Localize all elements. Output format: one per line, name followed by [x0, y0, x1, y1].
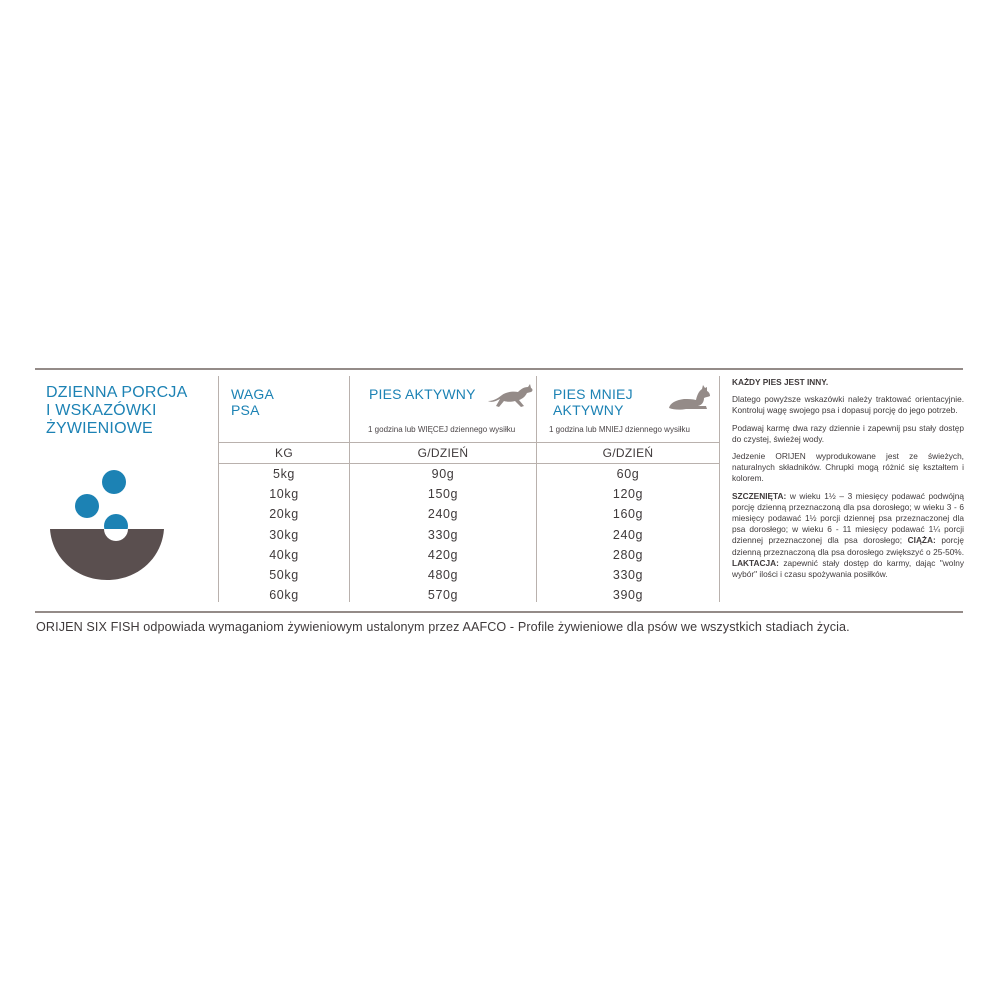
- table-cell: 240g: [427, 507, 459, 522]
- table-cell: 30kg: [269, 527, 299, 542]
- table-cell: 120g: [612, 487, 644, 502]
- food-bowl-icon: [46, 466, 168, 584]
- unit-active: G/DZIEŃ: [417, 446, 469, 460]
- pregnancy-label: CIĄŻA:: [907, 535, 936, 546]
- table-cell: 10kg: [269, 487, 299, 502]
- top-rule: [35, 368, 963, 370]
- table-cell: 280g: [612, 547, 644, 562]
- table-cell: 330g: [427, 527, 459, 542]
- table-cell: 160g: [612, 507, 644, 522]
- lying-dog-icon: [666, 384, 714, 412]
- running-dog-icon: [486, 381, 534, 413]
- unit-less-active: G/DZIEŃ: [602, 446, 654, 460]
- table-cell: 20kg: [269, 507, 299, 522]
- less-active-subtitle: 1 godzina lub MNIEJ dziennego wysiłku: [549, 425, 690, 434]
- notes-paragraph: Dlatego powyższe wskazówki należy traktować orientacyjnie. Kontroluj wagę swojego psa i dopasuj porcję do jego potrzeb.: [732, 394, 964, 416]
- weight-column: [219, 464, 349, 605]
- aafco-statement: ORIJEN SIX FISH odpowiada wymaganiom żywieniowym ustalonym przez AAFCO - Profile żywieniowe dla psów we wszystkich stadiach życia.: [36, 620, 850, 634]
- lactation-label: LAKTACJA:: [732, 557, 779, 568]
- less-active-column: [537, 464, 719, 605]
- table-cell: 480g: [427, 567, 459, 582]
- bottom-rule: [35, 611, 963, 613]
- table-cell: 150g: [427, 487, 459, 502]
- notes-paragraph: Podawaj karmę dwa razy dziennie i zapewnij psu stały dostęp do czystej, świeżej wody.: [732, 422, 964, 444]
- puppy-text: w wieku 1½ – 3 miesięcy podawać podwójną porcję dzienną przeznaczoną dla psa dorosłego; w wieku 3 - 6 miesięcy podawać 1½ porcji dziennej psa przeznaczonej dla psa dorosłego; w wieku 6 - 11 miesięcy podawać 1¼ porcji dziennej przeznaczonej dla psa dorosłego;: [732, 490, 965, 546]
- table-cell: 60kg: [269, 588, 299, 603]
- active-heading: PIES AKTYWNY: [369, 386, 476, 402]
- table-cell: 390g: [612, 588, 644, 603]
- table-cell: 240g: [612, 527, 644, 542]
- less-active-heading: PIES MNIEJ AKTYWNY: [553, 386, 633, 418]
- weight-heading: WAGA PSA: [231, 386, 275, 418]
- unit-kg: KG: [275, 446, 293, 460]
- active-column: [350, 464, 536, 605]
- puppy-label: SZCZENIĘTA:: [732, 490, 787, 501]
- table-cell: 5kg: [273, 467, 295, 481]
- pregnancy-text: porcję dzienną przeznaczoną dla psa dorosłego zwiększyć o 25-50%.: [732, 535, 964, 557]
- column-divider: [719, 376, 720, 602]
- lactation-text: zapewnić stały dostęp do karmy, dając "wolny wybór" ilości i czasu spożywania posiłków.: [732, 557, 965, 580]
- table-cell: 420g: [427, 547, 459, 562]
- table-cell: 60g: [616, 467, 640, 481]
- active-subtitle: 1 godzina lub WIĘCEJ dziennego wysiłku: [368, 425, 516, 434]
- section-title: DZIENNA PORCJA I WSKAZÓWKI ŻYWIENIOWE: [46, 384, 188, 437]
- table-cell: 50kg: [269, 567, 299, 582]
- feeding-notes: [732, 377, 964, 580]
- notes-paragraph: Jedzenie ORIJEN wyprodukowane jest ze świeżych, naturalnych składników. Chrupki mogą różnić się kształtem i kolorem.: [732, 451, 964, 484]
- table-cell: 40kg: [269, 547, 299, 562]
- table-cell: 570g: [427, 588, 459, 603]
- notes-heading: KAŻDY PIES JEST INNY.: [732, 377, 829, 387]
- table-cell: 90g: [431, 467, 455, 481]
- table-cell: 330g: [612, 567, 644, 582]
